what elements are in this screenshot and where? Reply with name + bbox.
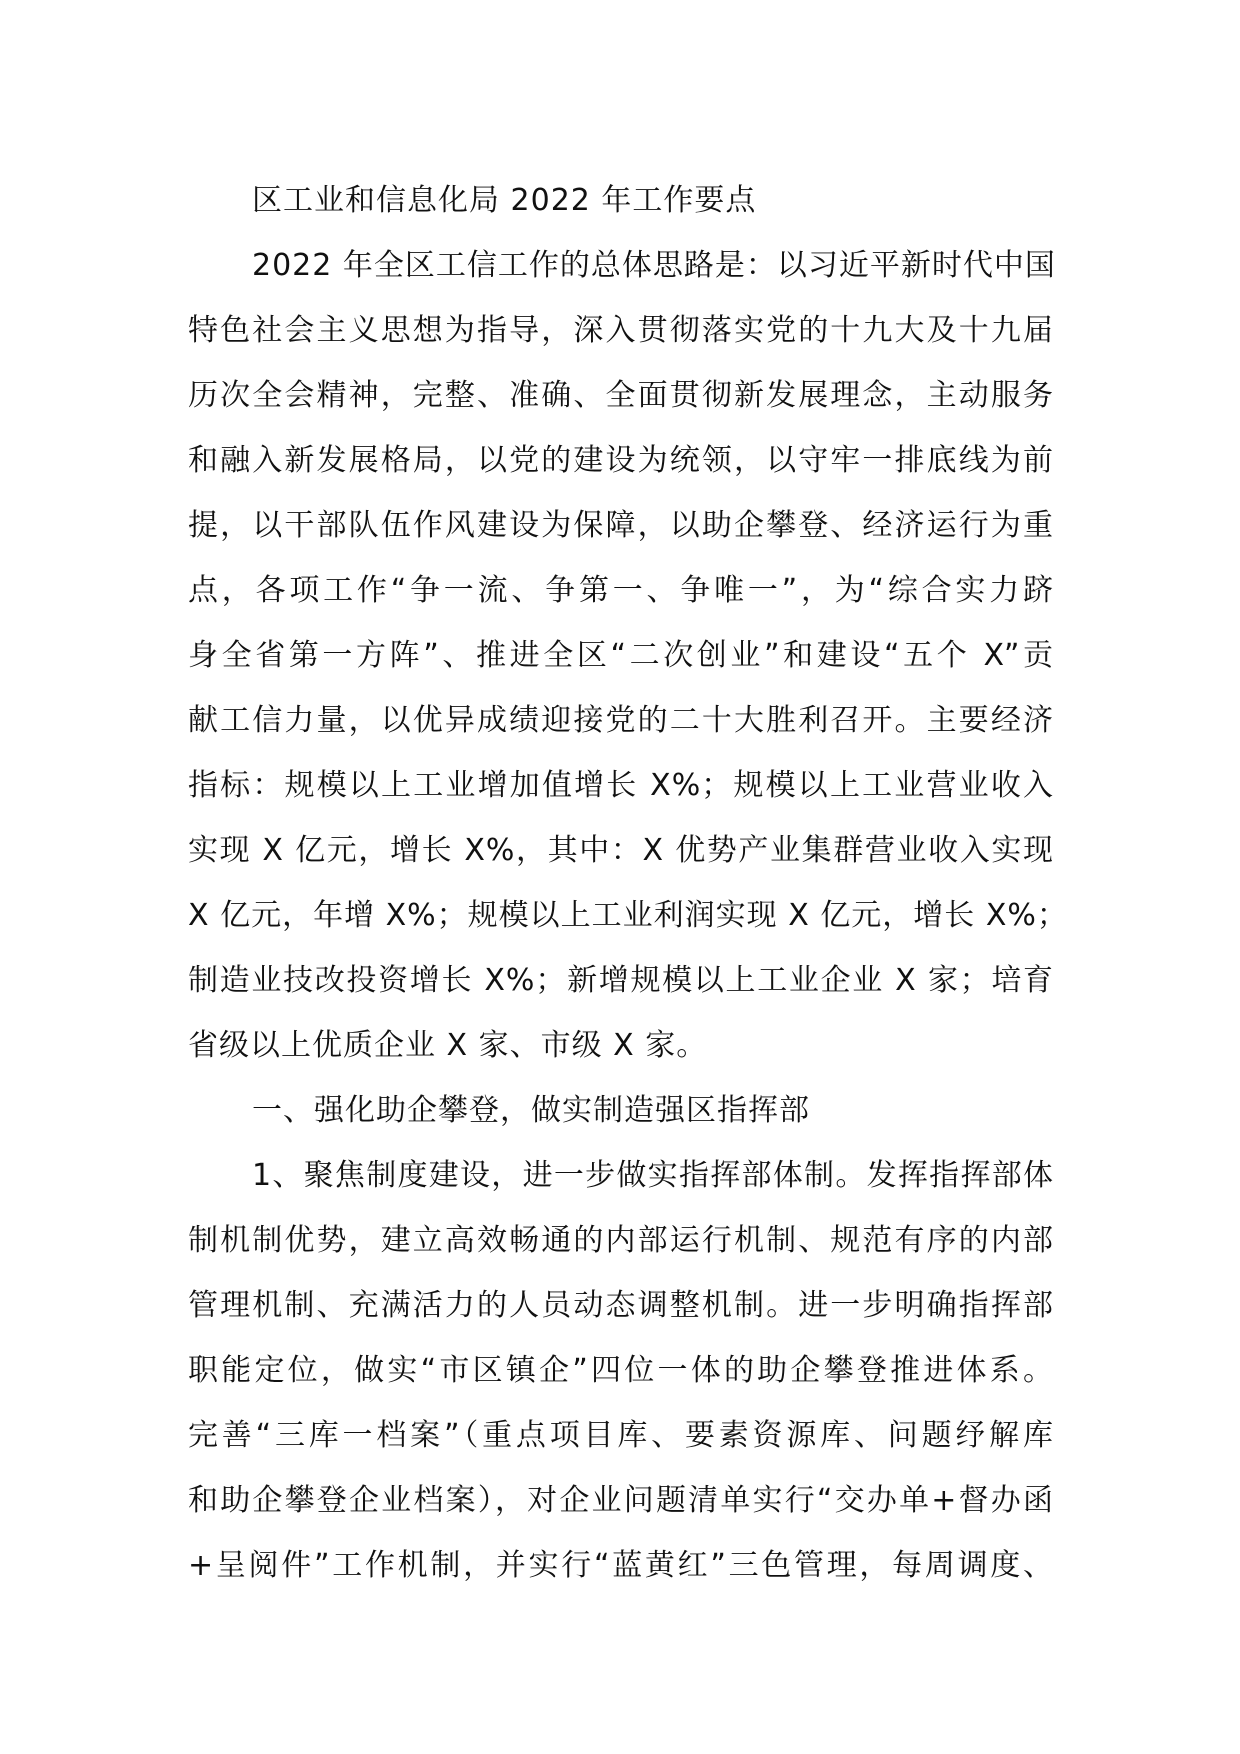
section-heading-1 [188, 1078, 1054, 1143]
intro-paragraph [188, 233, 1068, 1078]
text-line: 和融入新发展格局，以党的建设为统领，以守牢一排底线为前 [188, 443, 1054, 478]
text-line: 2022 年全区工信工作的总体思路是：以习近平新时代中国 [252, 248, 1056, 283]
text-line: 指标：规模以上工业增加值增长 X%；规模以上工业营业收入 [188, 768, 1054, 803]
text-line: 制机制优势，建立高效畅通的内部运行机制、规范有序的内部 [188, 1223, 1054, 1258]
document-title: 区工业和信息化局 2022 年工作要点 [252, 183, 757, 218]
text-line: 特色社会主义思想为指导，深入贯彻落实党的十九大及十九届 [188, 313, 1054, 348]
text-line: 1、聚焦制度建设，进一步做实指挥部体制。发挥指挥部体 [252, 1158, 1054, 1193]
section-heading-text: 一、强化助企攀登，做实制造强区指挥部 [252, 1093, 810, 1128]
text-line: +呈阅件”工作机制，并实行“蓝黄红”三色管理，每周调度、 [188, 1548, 1054, 1583]
text-line: 和助企攀登企业档案），对企业问题清单实行“交办单+督办函 [188, 1483, 1054, 1518]
text-line: 点，各项工作“争一流、争第一、争唯一”，为“综合实力跻 [188, 573, 1054, 608]
item-1-paragraph [188, 1143, 1054, 1598]
text-line: 完善“三库一档案”（重点项目库、要素资源库、问题纾解库 [188, 1418, 1054, 1453]
text-line: 实现 X 亿元，增长 X%，其中：X 优势产业集群营业收入实现 [188, 833, 1054, 868]
text-line: 献工信力量，以优异成绩迎接党的二十大胜利召开。主要经济 [188, 703, 1054, 738]
text-line: 身全省第一方阵”、推进全区“二次创业”和建设“五个 X”贡 [188, 638, 1054, 673]
text-line: 省级以上优质企业 X 家、市级 X 家。 [188, 1028, 708, 1063]
text-line: 历次全会精神，完整、准确、全面贯彻新发展理念，主动服务 [188, 378, 1054, 413]
text-line: 职能定位，做实“市区镇企”四位一体的助企攀登推进体系。 [188, 1353, 1054, 1388]
text-line: 制造业技改投资增长 X%；新增规模以上工业企业 X 家；培育 [188, 963, 1054, 998]
text-line: 管理机制、充满活力的人员动态调整机制。进一步明确指挥部 [188, 1288, 1054, 1323]
text-line: X 亿元，年增 X%；规模以上工业利润实现 X 亿元，增长 X%； [188, 898, 1068, 933]
document-body [188, 168, 1068, 1598]
text-line: 提，以干部队伍作风建设为保障，以助企攀登、经济运行为重 [188, 508, 1054, 543]
